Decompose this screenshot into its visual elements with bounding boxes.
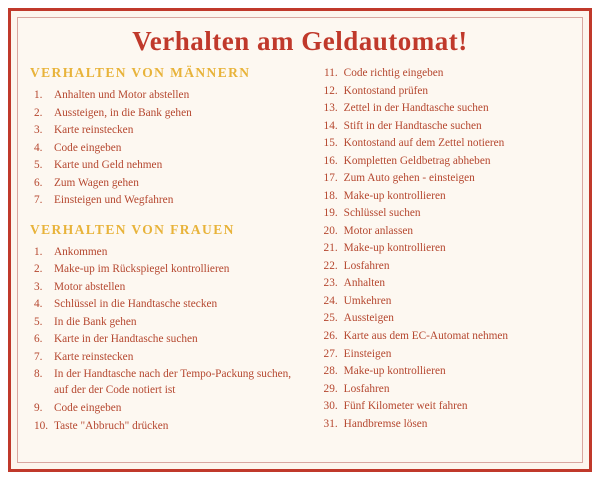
list-item xyxy=(28,296,304,312)
list-item-text: Code eingeben xyxy=(54,402,122,414)
list-item-text: Umkehren xyxy=(343,294,392,307)
list-item-text: Ankommen xyxy=(54,245,108,258)
list-item xyxy=(314,240,572,256)
list-item-text: Schlüssel suchen xyxy=(343,207,421,220)
list-item xyxy=(314,205,572,221)
list-item-text: Karte reinstecken xyxy=(54,124,134,137)
list-item-text: Fünf Kilometer weit fahren xyxy=(343,400,468,413)
list-item-text: Code eingeben xyxy=(54,141,122,154)
list-item-number: 21. xyxy=(323,242,338,255)
list-item-number: 10. xyxy=(34,419,49,432)
section-heading-maenner: VERHALTEN VON MÄNNERN xyxy=(30,65,251,80)
list-item-text: Handbremse lösen xyxy=(343,417,428,430)
list-item xyxy=(314,381,572,397)
list-item-number: 1. xyxy=(34,89,43,101)
poster-inner xyxy=(17,17,583,463)
list-item xyxy=(28,87,304,103)
list-item-number: 20. xyxy=(323,224,338,237)
list-item-number: 22. xyxy=(323,259,338,272)
list-item-text: Kontostand prüfen xyxy=(343,84,429,97)
list-item xyxy=(28,157,304,173)
list-item-text: Karte reinstecken xyxy=(54,350,134,363)
list-item-number: 25. xyxy=(323,312,338,325)
list-item-number: 7. xyxy=(34,350,43,363)
list-item-number: 17. xyxy=(323,172,338,185)
list-item-text: Kontostand auf dem Zettel notieren xyxy=(343,137,505,150)
list-item xyxy=(28,349,304,365)
list-item-text: Aussteigen xyxy=(343,312,394,325)
list-item-text: Einsteigen xyxy=(343,347,392,360)
list-item-text: In der Handtasche nach der Tempo-Packung suchen, auf der der Code notiert ist xyxy=(54,368,292,397)
section-gap xyxy=(28,210,304,220)
list-item xyxy=(314,65,572,81)
list-item-number: 26. xyxy=(323,329,338,342)
list-item xyxy=(314,135,572,151)
list-item-text: Zum Wagen gehen xyxy=(54,176,139,189)
list-item-number: 6. xyxy=(34,176,43,189)
list-item-number: 8. xyxy=(34,368,43,381)
list-item xyxy=(314,170,572,186)
list-item xyxy=(314,100,572,116)
list-item-text: Anhalten und Motor abstellen xyxy=(54,89,190,101)
list-item-text: Losfahren xyxy=(343,382,390,395)
list-item-number: 19. xyxy=(323,207,338,220)
list-item xyxy=(314,153,572,169)
list-item xyxy=(28,192,304,208)
list-item-text: Karte und Geld nehmen xyxy=(54,159,163,172)
list-item xyxy=(314,363,572,379)
list-item-number: 5. xyxy=(34,159,43,172)
right-column xyxy=(314,63,572,433)
list-item-number: 29. xyxy=(323,382,338,395)
list-item-text: Make-up kontrollieren xyxy=(343,189,446,202)
list-item-text: Losfahren xyxy=(343,259,390,272)
list-item-number: 7. xyxy=(34,194,43,207)
list-item xyxy=(28,175,304,191)
list-item-text: In die Bank gehen xyxy=(54,315,137,328)
list-item xyxy=(28,418,304,434)
list-item xyxy=(28,314,304,330)
list-item-number: 4. xyxy=(34,298,43,311)
list-frauen-continued xyxy=(314,65,572,432)
list-item-number: 31. xyxy=(323,417,338,430)
list-item-text: Zum Auto gehen - einsteigen xyxy=(343,172,475,185)
list-item xyxy=(314,328,572,344)
list-item-number: 28. xyxy=(323,365,338,378)
list-item-text: Schlüssel in die Handtasche stecken xyxy=(54,298,218,311)
list-item-number: 24. xyxy=(323,294,338,307)
list-item-text: Motor anlassen xyxy=(343,224,414,237)
list-item xyxy=(314,118,572,134)
list-item-number: 14. xyxy=(323,119,338,132)
list-item-text: Anhalten xyxy=(343,277,386,290)
page-title: Verhalten am Geldautomat! xyxy=(132,26,468,56)
list-item-text: Code richtig eingeben xyxy=(343,67,444,79)
list-item xyxy=(28,122,304,138)
section-heading-frauen: VERHALTEN VON FRAUEN xyxy=(30,221,235,237)
list-item xyxy=(314,398,572,414)
list-item-text: Motor abstellen xyxy=(54,280,126,293)
list-item-number: 13. xyxy=(323,102,338,115)
list-item xyxy=(28,331,304,347)
list-item-text: Zettel in der Handtasche suchen xyxy=(343,102,489,115)
list-frauen xyxy=(28,244,304,434)
list-item-number: 18. xyxy=(323,189,338,202)
list-item xyxy=(28,279,304,295)
list-item xyxy=(314,416,572,432)
list-item xyxy=(314,83,572,99)
list-item-number: 12. xyxy=(323,84,338,97)
list-item-text: Aussteigen, in die Bank gehen xyxy=(54,106,192,119)
list-item xyxy=(314,223,572,239)
list-maenner xyxy=(28,87,304,208)
list-item-number: 15. xyxy=(323,137,338,150)
list-item-text: Taste "Abbruch" drücken xyxy=(54,419,169,432)
list-item-number: 6. xyxy=(34,333,43,346)
list-item-number: 30. xyxy=(323,400,338,413)
list-item-number: 4. xyxy=(34,141,43,154)
list-item xyxy=(314,346,572,362)
list-item-number: 1. xyxy=(34,245,43,258)
content-columns xyxy=(28,63,572,435)
list-item xyxy=(314,258,572,274)
list-item-number: 2. xyxy=(34,106,43,119)
list-item-number: 16. xyxy=(323,154,338,167)
list-item xyxy=(314,293,572,309)
list-item-number: 9. xyxy=(34,402,43,414)
list-item xyxy=(314,275,572,291)
list-item-number: 5. xyxy=(34,315,43,328)
list-item xyxy=(314,310,572,326)
list-item-text: Stift in der Handtasche suchen xyxy=(343,119,482,132)
list-item xyxy=(28,261,304,277)
list-item xyxy=(28,244,304,260)
list-item-number: 3. xyxy=(34,124,43,137)
list-item-number: 2. xyxy=(34,263,43,276)
list-item-text: Einsteigen und Wegfahren xyxy=(54,194,174,207)
list-item-number: 27. xyxy=(323,347,338,360)
list-item-number: 23. xyxy=(323,277,338,290)
list-item xyxy=(28,140,304,156)
list-item xyxy=(28,105,304,121)
list-item-text: Karte aus dem EC-Automat nehmen xyxy=(343,329,509,342)
list-item xyxy=(314,188,572,204)
list-item-text: Make-up kontrollieren xyxy=(343,242,446,255)
list-item-text: Make-up im Rückspiegel kontrollieren xyxy=(54,263,230,276)
list-item-text: Kompletten Geldbetrag abheben xyxy=(343,154,491,167)
poster-frame xyxy=(8,8,592,472)
list-item xyxy=(28,400,304,416)
left-column xyxy=(28,63,304,435)
list-item-text: Karte in der Handtasche suchen xyxy=(54,333,198,346)
list-item-number: 11. xyxy=(323,67,338,79)
list-item-text: Make-up kontrollieren xyxy=(343,365,446,378)
list-item xyxy=(28,366,304,398)
list-item-number: 3. xyxy=(34,280,43,293)
